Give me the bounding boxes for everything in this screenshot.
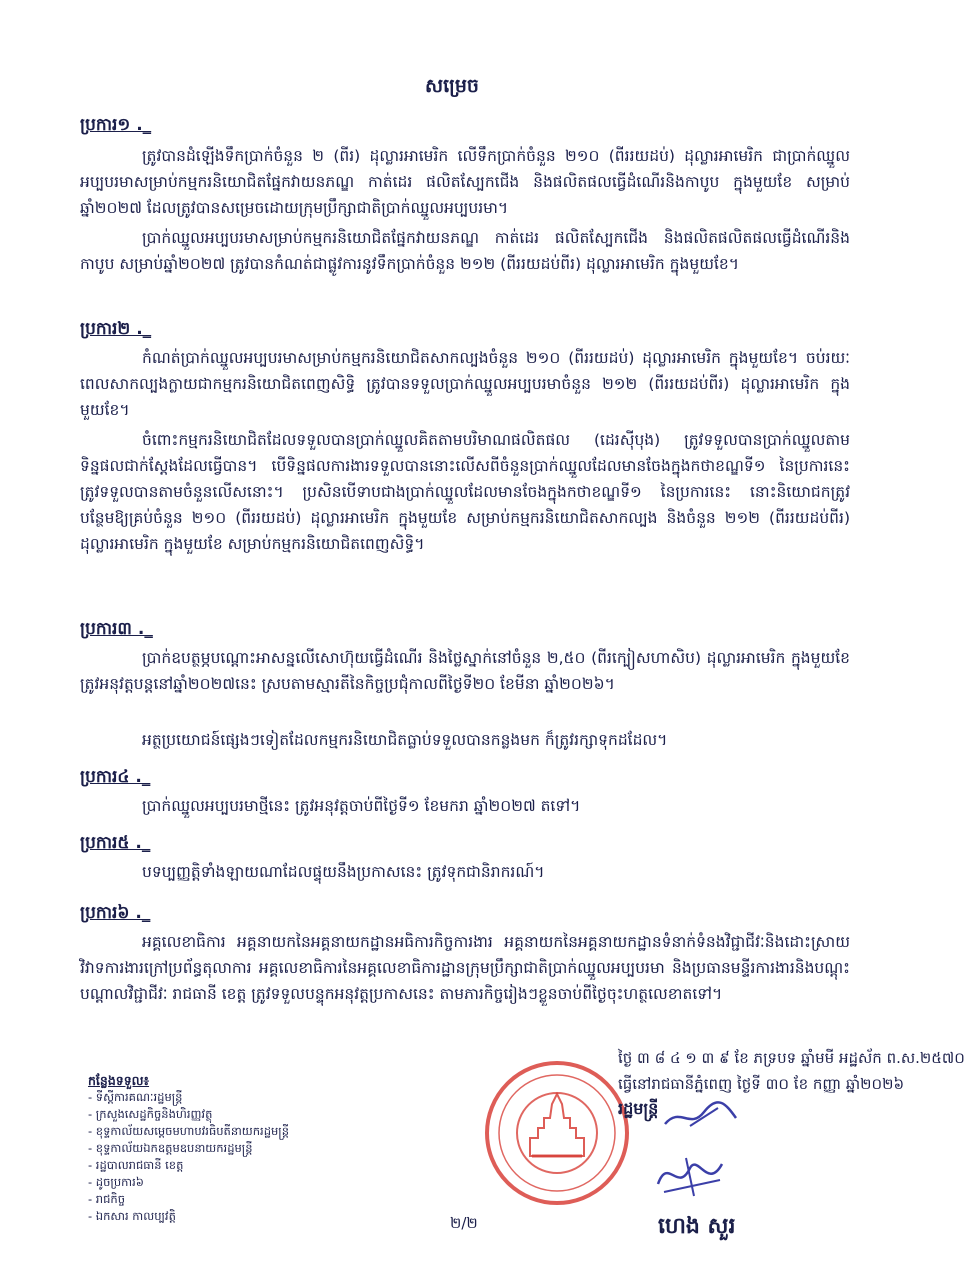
recipient-item: - ដូចប្រការ៦ (88, 1175, 144, 1189)
page-number: ២/២ (450, 1214, 478, 1232)
recipient-item: - រាជកិច្ច (88, 1192, 126, 1206)
signer-name: ហេង សួរ (658, 1214, 736, 1239)
article-2-paragraph-2: ចំពោះកម្មករនិយោជិតដែលទទួលបានប្រាក់ឈ្នួលគិតតាមបរិមាណផលិតផល (ដេរស៊ីបុង) ត្រូវទទួលបានប្រាក់ឈ្នួលតាមទិន្នផលជាក់ស្តែងដែលធ្វើបាន។ បើទិន្នផលការងារទទួលបាននោះលើសពីចំនួនប្រាក់ឈ្នួលដែលមានចែងក្នុងកថាខណ្ឌទី១ នៃប្រការនេះ ត្រូវទទួលបានតាមចំនួនលើសនោះ។ ប្រសិនបើទាបជាងប្រាក់ឈ្នួលដែលមានចែងក្នុងកថាខណ្ឌទី១ នៃប្រការនេះ នោះនិយោជកត្រូវបន្ថែមឱ្យគ្រប់ចំនួន ២១០ (ពីររយដប់) ដុល្លារអាមេរិក ក្នុងមួយខែ សម្រាប់កម្មករនិយោជិតសាកល្បង និងចំនួន ២១២ (ពីររយដប់ពីរ) ដុល្លារអាមេរិក ក្នុងមួយខែ សម្រាប់កម្មករនិយោជិតពេញសិទ្ធិ។ (80, 431, 850, 553)
recipient-item: - ខុទ្ទកាល័យឯកឧត្តមឧបនាយករដ្ឋមន្ត្រី (88, 1141, 253, 1155)
recipient-item: - ក្រសួងសេដ្ឋកិច្ចនិងហិរញ្ញវត្ថុ (88, 1107, 213, 1121)
minister-signature-icon (650, 1150, 730, 1200)
article-2-label: ប្រការ២ ._ (80, 319, 152, 339)
article-4-paragraph-1: ប្រាក់ឈ្នួលអប្បបរមាថ្មីនេះ ត្រូវអនុវត្តចាប់ពីថ្ងៃទី១ ខែមករា ឆ្នាំ២០២៧ តទៅ។ (142, 797, 581, 815)
article-2-paragraph-1: កំណត់ប្រាក់ឈ្នួលអប្បបរមាសម្រាប់កម្មករនិយោជិតសាកល្បងចំនួន ២១០ (ពីររយដប់) ដុល្លារអាមេរិក ក្នុងមួយខែ។ ចប់រយៈពេលសាកល្បងក្លាយជាកម្មករនិយោជិតពេញសិទ្ធិ ត្រូវបានទទួលប្រាក់ឈ្នួលអប្បបរមាចំនួន ២១២ (ពីររយដប់ពីរ) ដុល្លារអាមេរិក ក្នុងមួយខែ។ (80, 349, 850, 419)
article-3-paragraph-2: អត្ថប្រយោជន៍ផ្សេងៗទៀតដែលកម្មករនិយោជិតធ្លាប់ទទួលបានកន្លងមក ក៏ត្រូវរក្សាទុកដដែល។ (142, 731, 668, 749)
lunar-date: ថ្ងៃ ៣ ៨ ៤ ១ ៣ ៩ ខែ ភទ្របទ ឆ្នាំមមី អដ្ឋស័ក ព.ស.២៥៧០ (618, 1049, 965, 1067)
initial-signature-icon (660, 1096, 740, 1136)
article-4-label: ប្រការ៤ ._ (80, 767, 151, 787)
official-seal-icon (482, 1058, 632, 1208)
article-5-paragraph-1: បទប្បញ្ញត្តិទាំងឡាយណាដែលផ្ទុយនឹងប្រកាសនេះ ត្រូវទុកជានិរាករណ៍។ (142, 863, 545, 881)
recipient-item: - ទីស្តីការគណៈរដ្ឋមន្ត្រី (88, 1090, 183, 1104)
article-6-label: ប្រការ៦ ._ (80, 903, 151, 923)
recipient-item: - ឯកសារ កាលប្បវត្តិ (88, 1209, 176, 1223)
article-3-label: ប្រការ៣ ._ (80, 619, 153, 639)
recipients-title: កន្លែងទទួល៖ (88, 1073, 150, 1088)
signer-title: រដ្ឋមន្ត្រី (618, 1099, 659, 1118)
article-1-paragraph-2: ប្រាក់ឈ្នួលអប្បបរមាសម្រាប់កម្មករនិយោជិតផ្នែកវាយនភណ្ឌ កាត់ដេរ ផលិតស្បែកជើង និងផលិតផលិតផលធ្វើដំណើរនិងកាបូប សម្រាប់ឆ្នាំ២០២៧ ត្រូវបានកំណត់ជាផ្លូវការនូវទឹកប្រាក់ចំនួន ២១២ (ពីររយដប់ពីរ) ដុល្លារអាមេរិក ក្នុងមួយខែ។ (80, 229, 850, 273)
article-5-label: ប្រការ៥ ._ (80, 833, 151, 853)
article-1-paragraph-1: ត្រូវបានដំឡើងទឹកប្រាក់ចំនួន ២ (ពីរ) ដុល្លារអាមេរិក លើទឹកប្រាក់ចំនួន ២១០ (ពីររយដប់) ដុល្លារអាមេរិក ជាប្រាក់ឈ្នួលអប្បបរមាសម្រាប់កម្មករនិយោជិតផ្នែកវាយនភណ្ឌ កាត់ដេរ ផលិតស្បែកជើង និងផលិតផលធ្វើដំណើរនិងកាបូប ក្នុងមួយខែ សម្រាប់ឆ្នាំ២០២៧ ដែលត្រូវបានសម្រេចដោយក្រុមប្រឹក្សាជាតិប្រាក់ឈ្នួលអប្បបរមា។ (80, 147, 850, 217)
recipient-item: - រដ្ឋបាលរាជធានី ខេត្ត (88, 1158, 184, 1172)
article-1-label: ប្រការ១ ._ (80, 115, 152, 135)
article-6-paragraph-1: អគ្គលេខាធិការ អគ្គនាយកនៃអគ្គនាយកដ្ឋានអធិការកិច្ចការងារ អគ្គនាយកនៃអគ្គនាយកដ្ឋានទំនាក់ទំនងវិជ្ជាជីវៈនិងដោះស្រាយវិវាទការងារក្រៅប្រព័ន្ធតុលាការ អគ្គលេខាធិការនៃអគ្គលេខាធិការដ្ឋានក្រុមប្រឹក្សាជាតិប្រាក់ឈ្នួលអប្បបរមា និងប្រធានមន្ទីរការងារនិងបណ្ដុះបណ្ដាលវិជ្ជាជីវៈ រាជធានី ខេត្ត ត្រូវទទួលបន្ទុកអនុវត្តប្រកាសនេះ តាមភារកិច្ចរៀងៗខ្លួនចាប់ពីថ្ងៃចុះហត្ថលេខាតទៅ។ (80, 933, 850, 1003)
article-3-paragraph-1: ប្រាក់ឧបត្ថម្ភបណ្ដោះអាសន្នលើសោហ៊ុយធ្វើដំណើរ និងថ្លៃស្នាក់នៅចំនួន ២,៥០ (ពីរក្បៀសហាសិប) ដុល្លារអាមេរិក ក្នុងមួយខែ ត្រូវអនុវត្តបន្តនៅឆ្នាំ២០២៧នេះ ស្របតាមស្មារតីនៃកិច្ចប្រជុំកាលពីថ្ងៃទី២០ ខែមីនា ឆ្នាំ២០២៦។ (80, 649, 850, 693)
solar-date: ធ្វើនៅរាជធានីភ្នំពេញ ថ្ងៃទី ៣០ ខែ កញ្ញា ឆ្នាំ២០២៦ (618, 1075, 905, 1093)
recipients-list (88, 1072, 289, 1225)
decision-heading: សម្រេច (425, 75, 479, 97)
recipient-item: - ខុទ្ទកាល័យសម្ដេចមហាបវរធិបតីនាយករដ្ឋមន្ត្រី (88, 1124, 290, 1138)
